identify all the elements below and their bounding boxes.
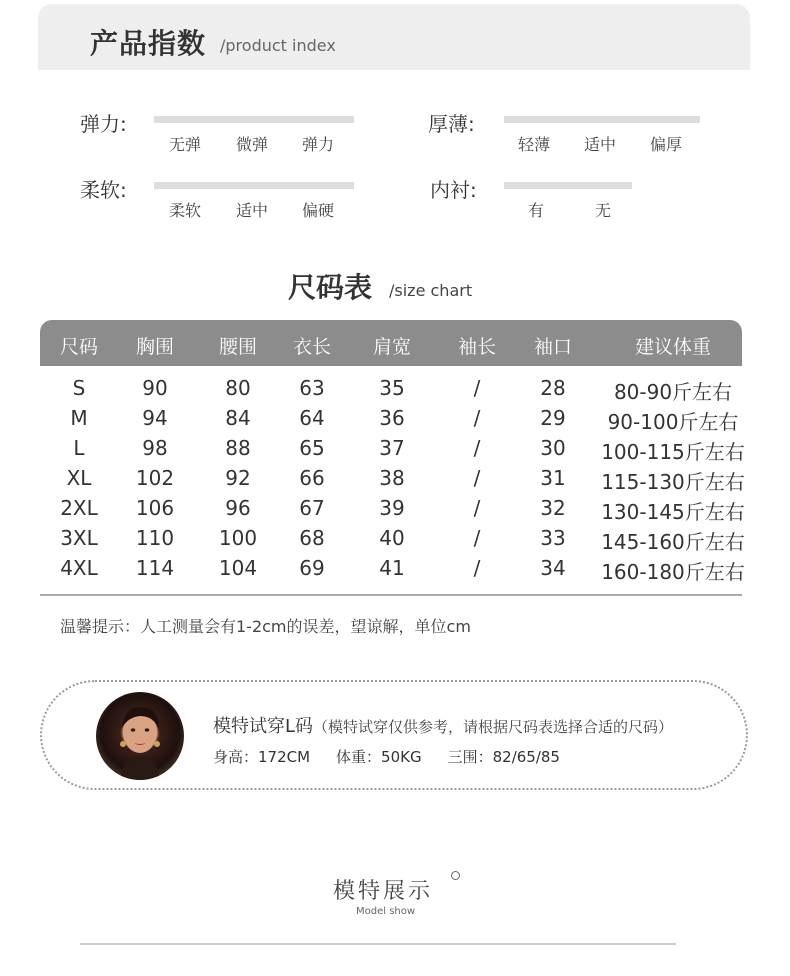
table-cell: 102 (135, 466, 175, 490)
index-bar (154, 182, 354, 189)
table-cell: / (473, 466, 481, 490)
table-cell: 90-100斤左右 (607, 410, 739, 434)
index-bar (504, 182, 632, 189)
model-stats (213, 746, 586, 767)
table-cell: / (473, 436, 481, 460)
index-option: 无弹 (169, 135, 202, 154)
model-portrait-icon (96, 692, 184, 780)
table-cell: / (473, 496, 481, 520)
column-header: 建议体重 (634, 336, 712, 358)
table-cell: 69 (299, 556, 325, 580)
table-cell: 145-160斤左右 (601, 530, 745, 554)
table-cell: 35 (379, 376, 405, 400)
model-show-subtitle: Model show (356, 906, 416, 917)
table-cell: 29 (540, 406, 566, 430)
index-option: 弹力 (302, 135, 335, 154)
table-row (0, 376, 790, 406)
table-cell: 66 (299, 466, 325, 490)
index-option: 微弹 (236, 135, 269, 154)
table-cell: / (473, 556, 481, 580)
table-row (0, 436, 790, 466)
table-row (0, 526, 790, 556)
table-cell: 32 (540, 496, 566, 520)
table-cell: XL (66, 466, 92, 490)
table-cell: 106 (135, 496, 175, 520)
table-cell: L (73, 436, 85, 460)
table-cell: 40 (379, 526, 405, 550)
table-cell: 88 (225, 436, 251, 460)
product-index-subtitle: /product index (220, 36, 336, 55)
table-cell: 115-130斤左右 (601, 470, 745, 494)
table-cell: 98 (142, 436, 168, 460)
table-cell: 2XL (60, 496, 98, 520)
table-cell: 80 (225, 376, 251, 400)
table-cell: 92 (225, 466, 251, 490)
column-header: 肩宽 (372, 336, 412, 358)
index-option: 适中 (584, 135, 617, 154)
index-option: 无 (595, 201, 612, 220)
table-cell: 41 (379, 556, 405, 580)
table-cell: 130-145斤左右 (601, 500, 745, 524)
table-cell: 30 (540, 436, 566, 460)
index-option: 柔软 (169, 201, 202, 220)
column-header: 袖长 (457, 336, 497, 358)
table-cell: 31 (540, 466, 566, 490)
table-cell: 38 (379, 466, 405, 490)
column-header: 衣长 (292, 336, 332, 358)
model-measurements: 三围：82/65/85 (447, 748, 560, 766)
table-cell: 67 (299, 496, 325, 520)
index-label: 厚薄: (428, 112, 475, 136)
degree-circle-icon (451, 871, 460, 880)
model-size-line (213, 712, 673, 738)
table-cell: 63 (299, 376, 325, 400)
index-label: 内衬: (430, 178, 477, 202)
table-cell: 64 (299, 406, 325, 430)
measurement-tip: 温馨提示：人工测量会有1-2cm的误差，望谅解，单位cm (60, 617, 471, 636)
index-option: 轻薄 (518, 135, 551, 154)
model-size-note: （模特试穿仅供参考，请根据尺码表选择合适的尺码） (313, 718, 674, 736)
table-cell: 94 (142, 406, 168, 430)
model-avatar (96, 692, 184, 780)
table-row (0, 406, 790, 436)
table-cell: / (473, 526, 481, 550)
table-cell: 65 (299, 436, 325, 460)
column-header: 袖口 (533, 336, 573, 358)
table-cell: 3XL (60, 526, 98, 550)
table-cell: / (473, 406, 481, 430)
table-cell: 80-90斤左右 (613, 380, 733, 404)
table-cell: 68 (299, 526, 325, 550)
table-cell: 100-115斤左右 (601, 440, 745, 464)
table-cell: M (70, 406, 88, 430)
table-cell: 37 (379, 436, 405, 460)
table-row (0, 556, 790, 586)
size-table-header (40, 320, 742, 366)
table-cell: 39 (379, 496, 405, 520)
table-cell: 36 (379, 406, 405, 430)
table-cell: / (473, 376, 481, 400)
table-cell: 114 (135, 556, 175, 580)
index-option: 有 (528, 201, 545, 220)
model-show-title: 模特展示 (333, 879, 434, 904)
index-label: 柔软: (80, 178, 127, 202)
table-divider (40, 594, 742, 596)
table-cell: 4XL (60, 556, 98, 580)
size-chart-title: 尺码表 (288, 271, 373, 304)
table-row (0, 466, 790, 496)
size-chart-subtitle: /size chart (389, 281, 473, 300)
column-header: 尺码 (59, 336, 99, 358)
index-bar (154, 116, 354, 123)
table-cell: 110 (135, 526, 175, 550)
index-option: 适中 (236, 201, 269, 220)
table-cell: 34 (540, 556, 566, 580)
footer-divider (80, 943, 676, 945)
model-weight: 体重：50KG (336, 748, 422, 766)
table-cell: 33 (540, 526, 566, 550)
table-cell: 100 (218, 526, 258, 550)
table-cell: 96 (225, 496, 251, 520)
model-size-title: 模特试穿L码 (213, 716, 314, 737)
table-cell: 160-180斤左右 (601, 560, 745, 584)
table-cell: 104 (218, 556, 258, 580)
index-bar (504, 116, 700, 123)
table-row (0, 496, 790, 526)
table-cell: 90 (142, 376, 168, 400)
index-label: 弹力: (80, 112, 127, 136)
table-cell: 84 (225, 406, 251, 430)
column-header: 胸围 (135, 336, 175, 358)
table-cell: 28 (540, 376, 566, 400)
index-option: 偏厚 (650, 135, 683, 154)
model-height: 身高：172CM (213, 748, 311, 766)
column-header: 腰围 (218, 336, 258, 358)
product-index-header (38, 4, 750, 70)
index-option: 偏硬 (302, 201, 335, 220)
product-index-title: 产品指数 (90, 27, 207, 60)
table-cell: S (72, 376, 86, 400)
